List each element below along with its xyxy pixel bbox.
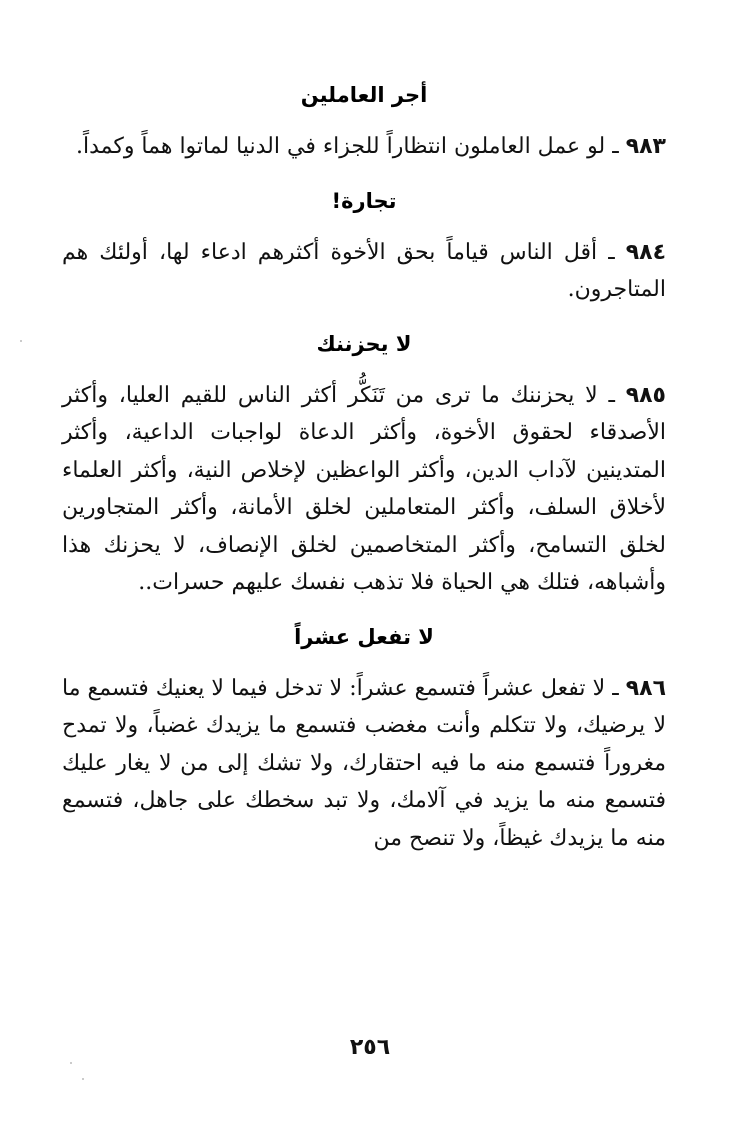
section-title-4: لا تفعل عشراً	[294, 624, 434, 649]
aphorism-986	[62, 670, 666, 858]
aphorism-dash: ـ	[612, 134, 619, 159]
section-title-3: لا يحزننك	[316, 331, 412, 356]
aphorism-dash: ـ	[608, 239, 615, 265]
aphorism-dash: ـ	[608, 382, 615, 408]
aphorism-text: لا تفعل عشراً فتسمع عشراً: لا تدخل فيما لا يعنيك فتسمع ما لا يرضيك، ولا تتكلم وأنت مغضب فتسمع ما يزيدك غضباً، ولا تمدح مغروراً فتسمع منه ما فيه احتقارك، ولا تشك إلى من لا يغار عليك فتسمع منه ما يزيد في آلامك، ولا تبد سخطك على جاهل، فتسمع منه ما يزيدك غيظاً، ولا تنصح من	[62, 675, 666, 851]
aphorism-number: ٩٨٦	[625, 675, 667, 701]
section-title-1: أجر العاملين	[300, 83, 428, 107]
aphorism-dash: ـ	[612, 675, 619, 701]
aphorism-number: ٩٨٤	[625, 239, 667, 265]
scan-speck	[70, 1062, 72, 1064]
aphorism-984	[62, 234, 666, 309]
page-number: ٢٥٦	[349, 1035, 391, 1060]
aphorism-text: أقل الناس قياماً بحق الأخوة أكثرهم ادعاء لها، أولئك هم المتاجرون.	[62, 239, 666, 302]
section-title-2: تجارة!	[331, 188, 397, 213]
aphorism-text: لا يحزننك ما ترى من تَنَكُّر أكثر الناس للقيم العليا، وأكثر الأصدقاء لحقوق الأخوة، وأكثر الدعاة لواجبات الداعية، وأكثر المتدينين لآداب الدين، وأكثر الواعظين لإخلاص النية، وأكثر العلماء لأخلاق السلف، وأكثر المتعاملين لخلق الأمانة، وأكثر المتجاورين لخلق التسامح، وأكثر المتخاصمين لخلق الإنصاف، لا يحزنك هذا وأشباهه، فتلك هي الحياة فلا تذهب نفسك عليهم حسرات..	[62, 382, 666, 595]
scan-speck	[20, 340, 22, 342]
aphorism-number: ٩٨٣	[625, 134, 666, 159]
scan-speck	[82, 1078, 84, 1080]
aphorism-text: لو عمل العاملون انتظاراً للجزاء في الدنيا لماتوا هماً وكمداً.	[75, 134, 606, 159]
aphorism-number: ٩٨٥	[625, 382, 666, 408]
aphorism-983	[62, 128, 666, 166]
book-page	[62, 80, 666, 1080]
aphorism-985	[62, 377, 666, 602]
